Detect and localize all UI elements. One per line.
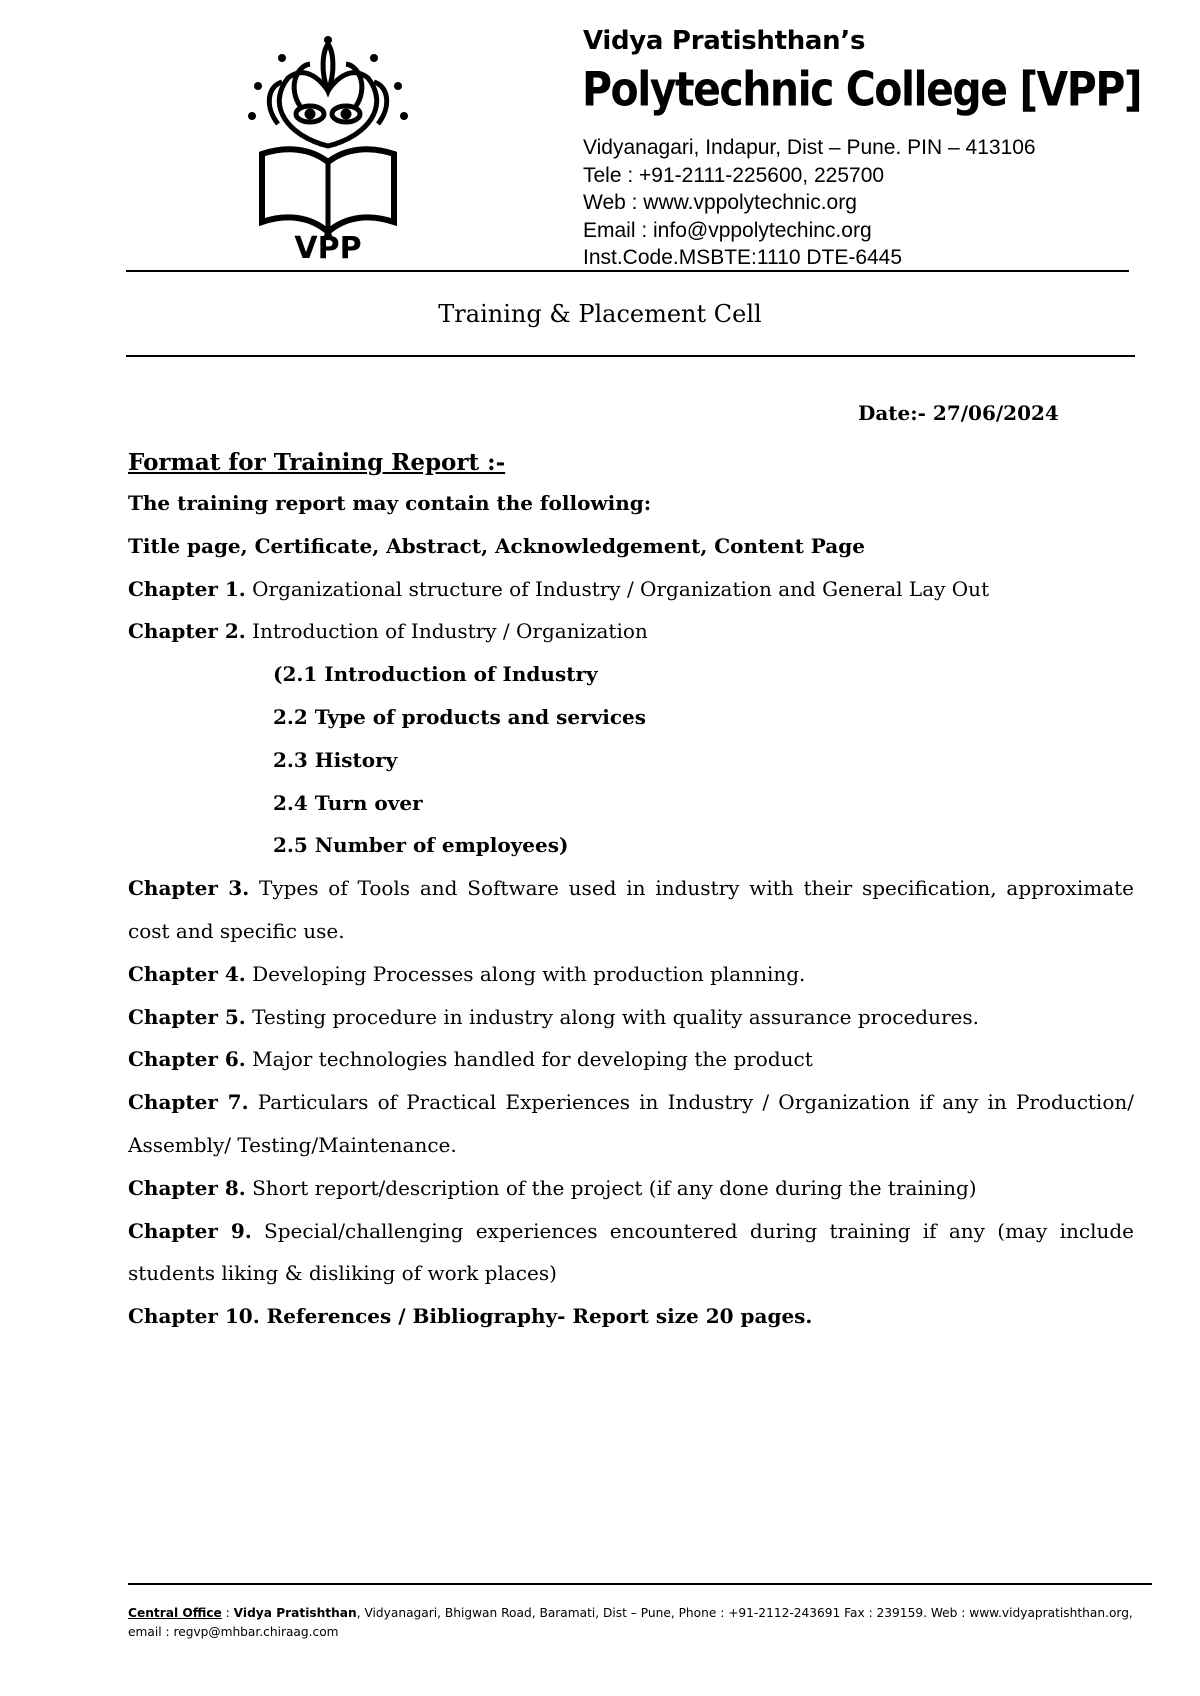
institute-name: Polytechnic College [VPP]: [582, 62, 1142, 118]
sub-item: 2.2 Type of products and services: [273, 704, 647, 729]
chapter-label: Chapter 1.: [128, 576, 246, 601]
email: Email : info@vppolytechinc.org: [583, 218, 872, 242]
chapter-text: Short report/description of the project (if any done during the training): [245, 1175, 977, 1200]
intro-line: The training report may contain the following:: [128, 491, 652, 515]
chapter-line: [128, 1081, 1134, 1167]
logo-text: VPP: [294, 231, 362, 260]
chapter-label: Chapter 2.: [128, 619, 246, 644]
chapter-text: Testing procedure in industry along with quality assurance procedures.: [245, 1004, 979, 1029]
chapter-text: References / Bibliography- Report size 20 pages.: [259, 1304, 813, 1329]
chapter-text: Organizational structure of Industry / Organization and General Lay Out: [245, 576, 990, 601]
chapter-text: Developing Processes along with production planning.: [245, 961, 806, 986]
format-heading: Format for Training Report :-: [128, 449, 506, 476]
website: Web : www.vppolytechnic.org: [583, 191, 857, 214]
vpp-logo: [248, 36, 408, 260]
institute-prefix: Vidya Pratishthan’s: [583, 26, 866, 56]
chapter-label: Chapter 4.: [128, 961, 246, 986]
chapter-line: [128, 1038, 1134, 1081]
chapter-label: Chapter 10.: [128, 1304, 260, 1329]
chapter-label: Chapter 3.: [128, 876, 250, 901]
chapter-line: [128, 867, 1134, 953]
chapter-text: Special/challenging experiences encountered during training if any (may include students liking & disliking of work places): [128, 1218, 1135, 1286]
sub-item: (2.1 Introduction of Industry: [273, 662, 598, 687]
chapter-line: [128, 568, 1134, 611]
institute-code: Inst.Code.MSBTE:1110 DTE-6445: [583, 246, 903, 269]
chapter-line: [128, 1295, 1134, 1338]
sub-item: 2.3 History: [273, 747, 398, 772]
sub-item: 2.5 Number of employees): [273, 833, 569, 858]
title-divider: [126, 355, 1135, 357]
report-format-body: [128, 444, 1134, 1338]
chapter-line: [128, 1167, 1134, 1210]
address: Vidyanagari, Indapur, Dist – Pune. PIN – 413106: [583, 136, 1036, 159]
chapter-label: Chapter 7.: [128, 1090, 249, 1115]
chapter-text: Introduction of Industry / Organization: [245, 619, 648, 644]
chapter-line: [128, 953, 1134, 996]
footer: [128, 1604, 1138, 1642]
footer-separator: :: [221, 1606, 234, 1620]
header-divider: [126, 270, 1129, 272]
chapter-label: Chapter 6.: [128, 1047, 246, 1072]
chapter-label: Chapter 9.: [128, 1218, 252, 1243]
telephone: Tele : +91-2111-225600, 225700: [583, 163, 885, 187]
sub-item: 2.4 Turn over: [273, 790, 423, 815]
chapter-text: Major technologies handled for developing the product: [245, 1047, 813, 1072]
chapter-label: Chapter 5.: [128, 1004, 246, 1029]
footer-details: , Vidyanagari, Bhigwan Road, Baramati, Dist – Pune, Phone : +91-2112-243691 Fax : 239159. Web : www.vidyapratishthan.org, email : regvp@mhbar.chiraag.com: [128, 1606, 1133, 1639]
letter-date: Date:- 27/06/2024: [858, 401, 1059, 425]
chapter-line: [128, 610, 1134, 653]
front-matter-line: Title page, Certificate, Abstract, Acknowledgement, Content Page: [128, 533, 865, 558]
contact-block: [583, 134, 1036, 272]
cell-title: Training & Placement Cell: [438, 300, 762, 328]
chapter-line: [128, 1210, 1134, 1296]
chapter-line: [128, 996, 1134, 1039]
chapter-text: Types of Tools and Software used in industry with their specification, approximate cost and specific use.: [128, 876, 1134, 943]
chapter-label: Chapter 8.: [128, 1175, 246, 1200]
chapter-text: Particulars of Practical Experiences in Industry / Organization if any in Production/ Assembly/ Testing/Maintenance.: [128, 1090, 1134, 1157]
footer-org: Vidya Pratishthan: [233, 1606, 357, 1620]
footer-divider: [128, 1583, 1152, 1585]
footer-label: Central Office: [128, 1606, 222, 1620]
